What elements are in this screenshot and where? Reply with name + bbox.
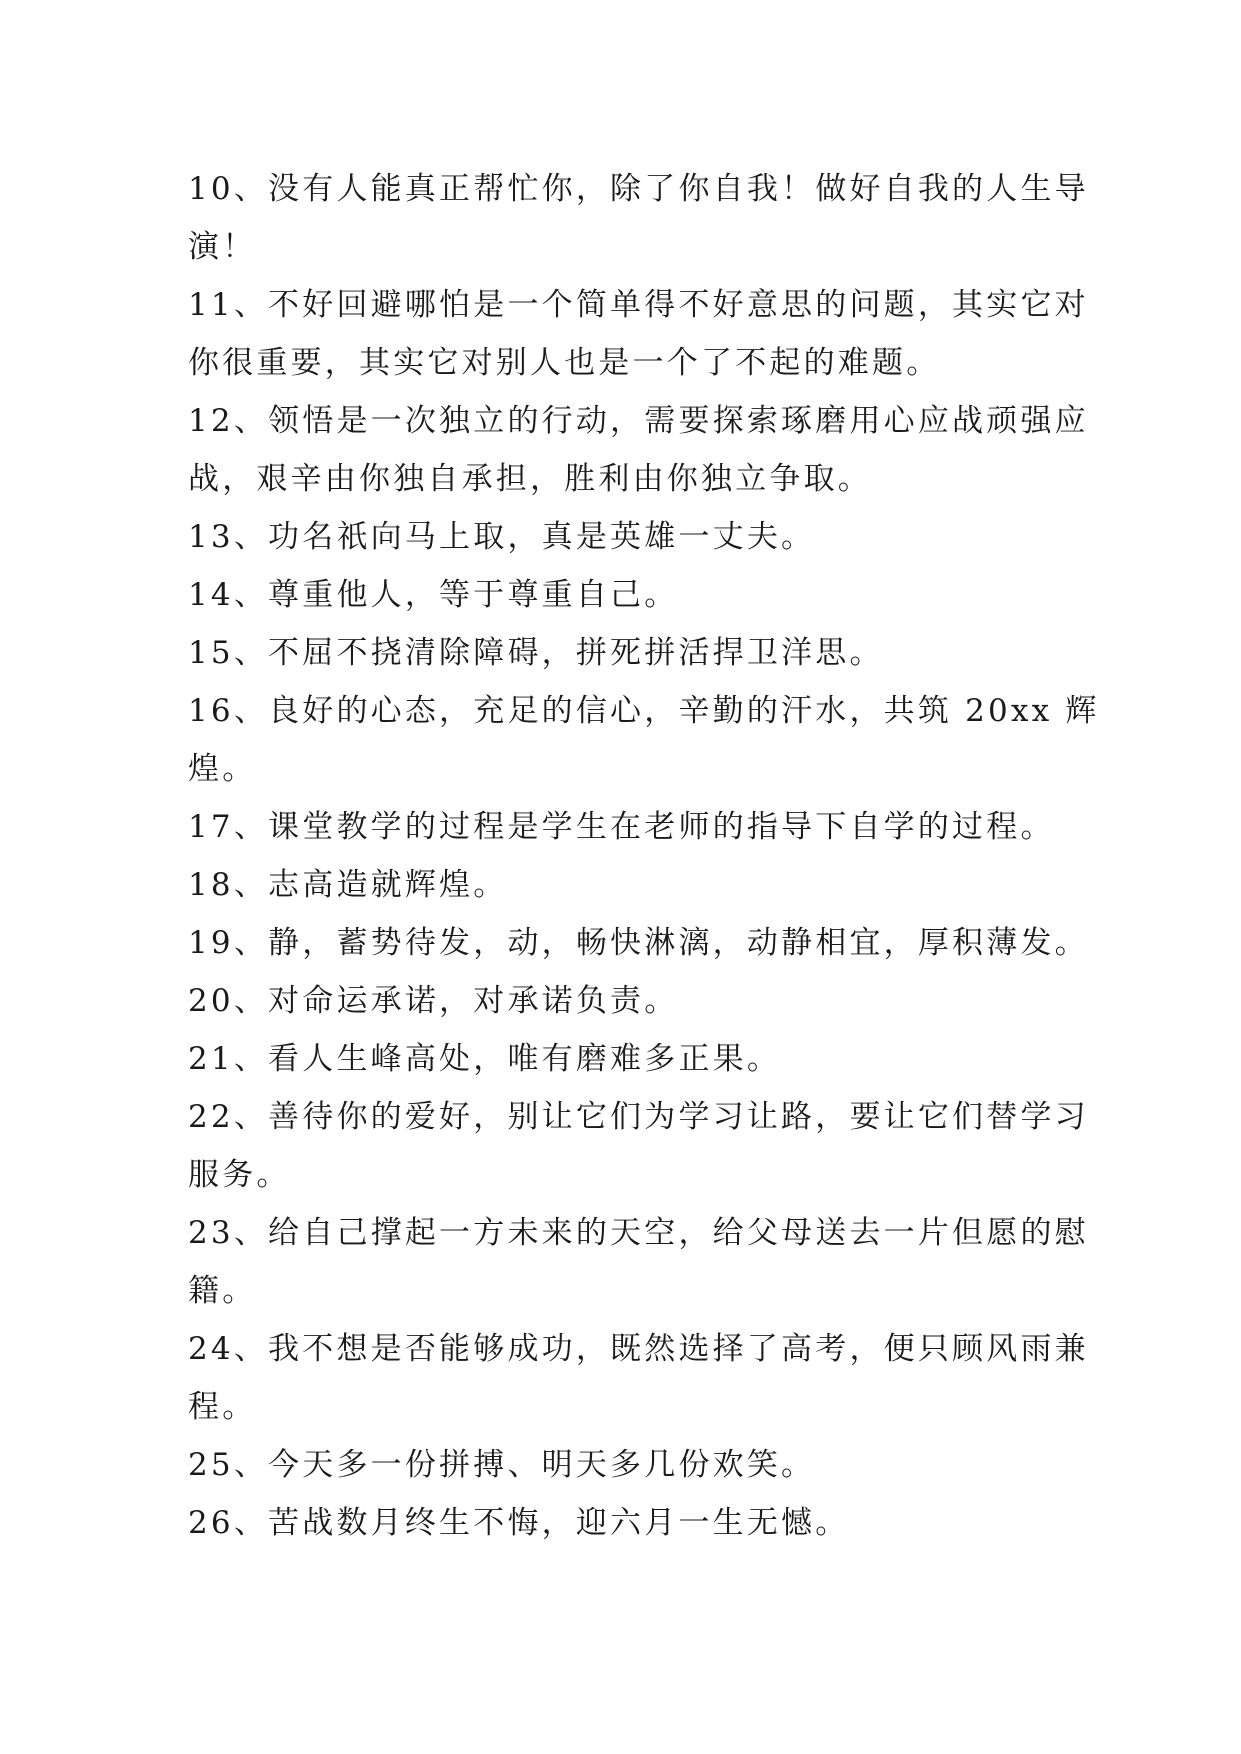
text-line: 24、我不想是否能够成功，既然选择了高考，便只顾风雨兼: [188, 1331, 1089, 1367]
text-line: 13、功名祇向马上取，真是英雄一丈夫。: [188, 519, 816, 555]
document-body: [188, 160, 1100, 1552]
text-line: 17、课堂教学的过程是学生在老师的指导下自学的过程。: [188, 809, 1055, 845]
text-line: 11、不好回避哪怕是一个简单得不好意思的问题，其实它对: [188, 287, 1089, 323]
text-line: 18、志高造就辉煌。: [188, 867, 508, 903]
text-line: 程。: [188, 1389, 257, 1425]
text-line: 19、静，蓄势待发，动，畅快淋漓，动静相宜，厚积薄发。: [188, 925, 1089, 961]
text-line: 演！: [188, 229, 257, 265]
text-line: 10、没有人能真正帮忙你，除了你自我！做好自我的人生导: [188, 171, 1089, 207]
text-line: 25、今天多一份拼搏、明天多几份欢笑。: [188, 1447, 816, 1483]
text-line: 15、不屈不挠清除障碍，拼死拼活捍卫洋思。: [188, 635, 884, 671]
text-line: 12、领悟是一次独立的行动，需要探索琢磨用心应战顽强应: [188, 403, 1089, 439]
text-line: 22、善待你的爱好，别让它们为学习让路，要让它们替学习: [188, 1099, 1089, 1135]
text-line: 服务。: [188, 1157, 291, 1193]
text-line: 14、尊重他人，等于尊重自己。: [188, 577, 679, 613]
text-line: 你很重要，其实它对别人也是一个了不起的难题。: [188, 345, 941, 381]
text-line: 20、对命运承诺，对承诺负责。: [188, 983, 679, 1019]
text-line: 21、看人生峰高处，唯有磨难多正果。: [188, 1041, 782, 1077]
text-line: 煌。: [188, 751, 257, 787]
text-line: 战，艰辛由你独自承担，胜利由你独立争取。: [188, 461, 872, 497]
text-line: 26、苦战数月终生不悔，迎六月一生无憾。: [188, 1505, 850, 1541]
text-line: 23、给自己撑起一方未来的天空，给父母送去一片但愿的慰: [188, 1215, 1089, 1251]
text-line: 16、良好的心态，充足的信心，辛勤的汗水，共筑 20xx 辉: [188, 693, 1100, 729]
text-line: 籍。: [188, 1273, 257, 1309]
